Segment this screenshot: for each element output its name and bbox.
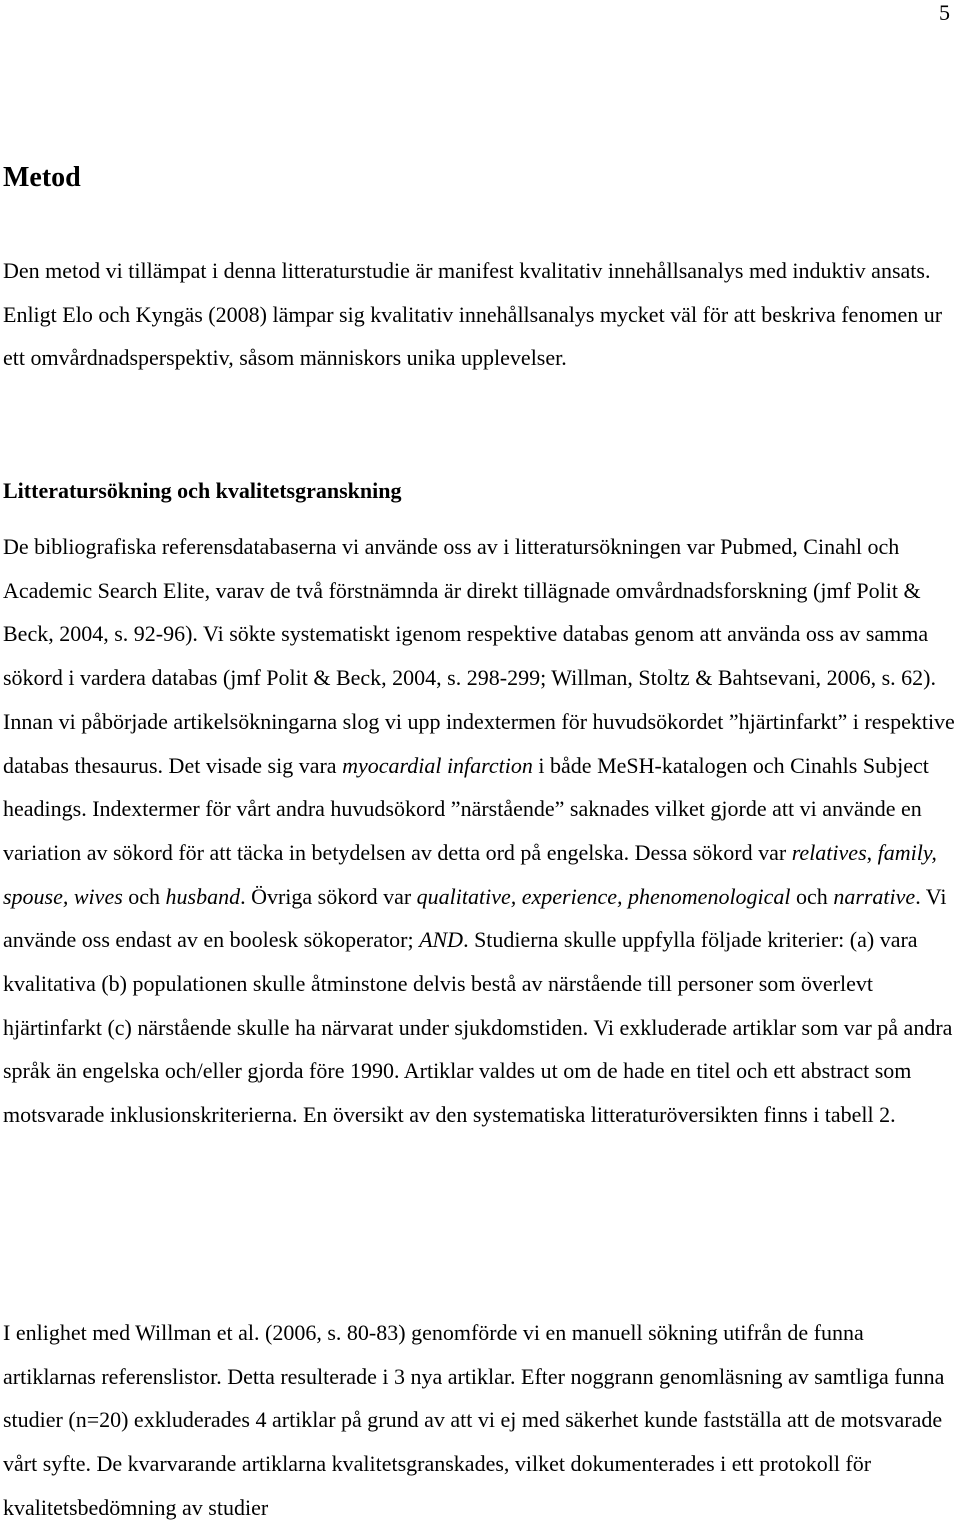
method-paragraph: Den metod vi tillämpat i denna litteraturstudie är manifest kvalitativ innehållsanalys med induktiv ansats. Enligt Elo och Kyngäs (2008) lämpar sig kvalitativ innehållsanalys mycket väl för att beskriva fenomen ur ett omvårdnadsperspektiv, såsom människors unika upplevelser.: [3, 258, 943, 371]
text-segment: . Övriga sökord var: [240, 883, 417, 909]
text-segment: och: [122, 883, 166, 909]
text-segment: i både MeSH-katalogen och Cinahls Subject headings. Indextermer för vårt andra huvudsökord ”närstående” saknades vilket gjorde att vi använde en variation av sökord för att täcka in betydelsen av detta ord på engelska. Dessa sökord var: [3, 752, 929, 865]
search-term-italic: family, spouse, wives: [3, 839, 937, 909]
section-heading-metod: Metod: [3, 162, 81, 193]
text-segment: ,: [866, 839, 878, 865]
search-term-italic: relatives: [791, 839, 867, 865]
manual-search-paragraph: I enlighet med Willman et al. (2006, s. 80-83) genomförde vi en manuell sökning utifrån de funna artiklarnas referenslistor. Detta resulterade i 3 nya artiklar. Efter noggrann genomläsning av samtliga funna studier (n=20) exkluderades 4 artiklar på grund av att vi ej med säkerhet kunde fastställa att de motsvarade vårt syfte. De kvarvarande artiklarna kvalitetsgranskades, vilket dokumenterades i ett protokoll för kvalitetsbedömning av studier: [3, 1320, 945, 1520]
search-term-italic: narrative: [833, 883, 916, 909]
text-segment: . Vi använde oss endast av en boolesk sökoperator;: [3, 883, 947, 953]
search-term-italic: myocardial infarction: [342, 752, 533, 778]
text-segment: De bibliografiska referensdatabaserna vi använde oss av i litteratursökningen var Pubmed, Cinahl och Academic Search Elite, varav de två förstnämnda är direkt tillägnade omvårdnadsforskning (jmf Polit & Beck, 2004, s. 92-96). Vi sökte systematiskt igenom respektive databas genom att använda oss av samma sökord i vardera databas (jmf Polit & Beck, 2004, s. 298-299; Willman, Stoltz & Bahtsevani, 2006, s. 62). Innan vi påbörjade artikelsökningarna slog vi upp indextermen för huvudsökordet ”hjärtinfarkt” i respektive databas thesaurus. Det visade sig vara: [3, 534, 955, 778]
search-term-italic: husband: [165, 883, 241, 909]
page-number: 5: [939, 0, 950, 25]
search-term-italic: AND: [419, 927, 464, 953]
text-segment: och: [790, 883, 834, 909]
search-term-italic: qualitative, experience, phenomenological: [416, 883, 791, 909]
subsection-heading-litteratursokning: Litteratursökning och kvalitetsgranskning: [3, 478, 402, 503]
search-paragraph: [3, 525, 958, 1137]
text-segment: . Studierna skulle uppfylla följade kriterier: (a) vara kvalitativa (b) populationen skulle åtminstone delvis bestå av närstående till personer som överlevt hjärtinfarkt (c) närstående skulle ha närvarat under sjukdomstiden. Vi exkluderade artiklar som var på andra språk än engelska och/eller gjorda före 1990. Artiklar valdes ut om de hade en titel och ett abstract som motsvarade inklusionskriterierna. En översikt av den systematiska litteraturöversikten finns i tabell 2.: [3, 927, 953, 1128]
